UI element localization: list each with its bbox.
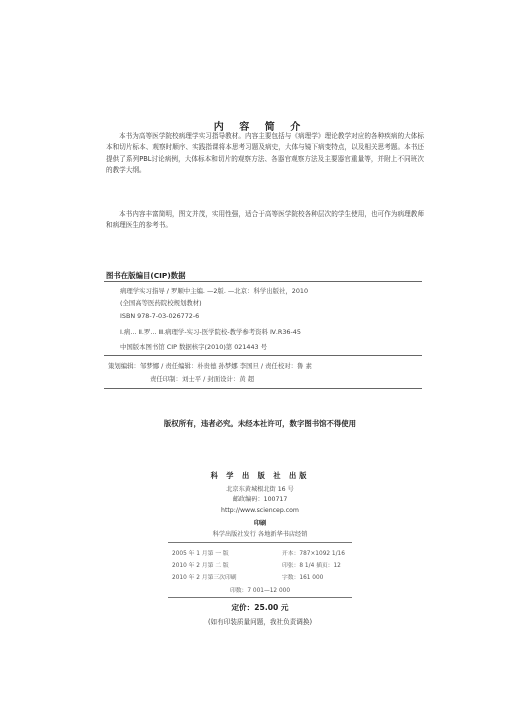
printer-label: 印刷 xyxy=(253,520,267,527)
edition-1-left: 2005 年 1 月第 一 版 xyxy=(172,551,229,557)
publisher-url: http://www.sciencep.com xyxy=(221,507,299,514)
staff-line-2: 责任印制：刘士平 / 封面设计：黄 超 xyxy=(150,375,255,383)
publisher-name: 科 学 出 版 社 出版 xyxy=(210,471,310,480)
publisher-postcode: 邮政编码：100717 xyxy=(232,496,288,503)
edition-1-right: 开本：787×1092 1/16 xyxy=(282,551,345,557)
cip-title: 图书在版编目(CIP)数据 xyxy=(106,271,186,280)
edition-3-right: 字数：161 000 xyxy=(282,575,324,581)
cip-line-1: 病理学实习指导 / 罗顺中主编. —2版. —北京：科学出版社，2010 xyxy=(120,287,309,295)
cip-line-classification: Ⅰ.病… Ⅱ.罗… Ⅲ.病理学-实习-医学院校-教学参考资料 Ⅳ.R36-45 xyxy=(120,328,301,336)
publisher-address: 北京东黄城根北街 16 号 xyxy=(226,486,294,493)
quality-note: (如有印装质量问题，我社负责调换) xyxy=(207,618,313,626)
summary-paragraph-1: 本书为高等医学院校病理学实习指导教材。内容主要包括与《病理学》理论教学对应的各种疾病的大体标本和切片标本、观察时顺序、实践指课将本思考习题及病史，大体与镜下病变特点，以及相关思考题。本书还提供了系列PBL讨论病例，大体标本和切片的观察方法、各器官观察方法及主要器官重量等，并附上不同班次的教学大纲。 xyxy=(106,132,424,174)
staff-divider xyxy=(104,388,422,389)
edition-divider-top xyxy=(168,542,352,543)
staff-line-1: 策划编辑：邹梦娜 / 责任编辑：朴贵德 孙梦娜 李国旦 / 责任校对：鲁 素 xyxy=(108,362,312,370)
edition-2-left: 2010 年 2 月第 二 版 xyxy=(172,563,229,569)
edition-3-left: 2010 年 2 月第三次印刷 xyxy=(172,575,237,581)
edition-2-right: 印张：8 1/4 插页：12 xyxy=(282,563,341,569)
distributor-line: 科学出版社发行 各地新华书店经销 xyxy=(212,531,308,538)
cip-line-number: 中国版本图书馆 CIP 数据核字(2010)第 021443 号 xyxy=(120,343,268,351)
print-run: 印数：7 001—12 000 xyxy=(229,588,291,594)
cip-line-isbn: ISBN 978-7-03-026772-6 xyxy=(120,312,200,320)
summary-title: 内 容 简 介 xyxy=(213,122,307,133)
edition-divider-bottom xyxy=(168,597,352,598)
price: 定价：25.00 元 xyxy=(231,603,289,612)
cip-divider-top xyxy=(104,281,422,282)
cip-line-2: (全国高等医药院校规划教材) xyxy=(120,299,202,307)
cip-divider-bottom xyxy=(104,355,422,356)
summary-paragraph-2: 本书内容丰富简明，图文并茂，实用性强，适合于高等医学院校各种层次的学生使用，也可作为病理教师和病理医生的参考书。 xyxy=(106,210,424,230)
copyright-warning: 版权所有，违者必究。未经本社许可，数字图书馆不得使用 xyxy=(163,419,357,428)
